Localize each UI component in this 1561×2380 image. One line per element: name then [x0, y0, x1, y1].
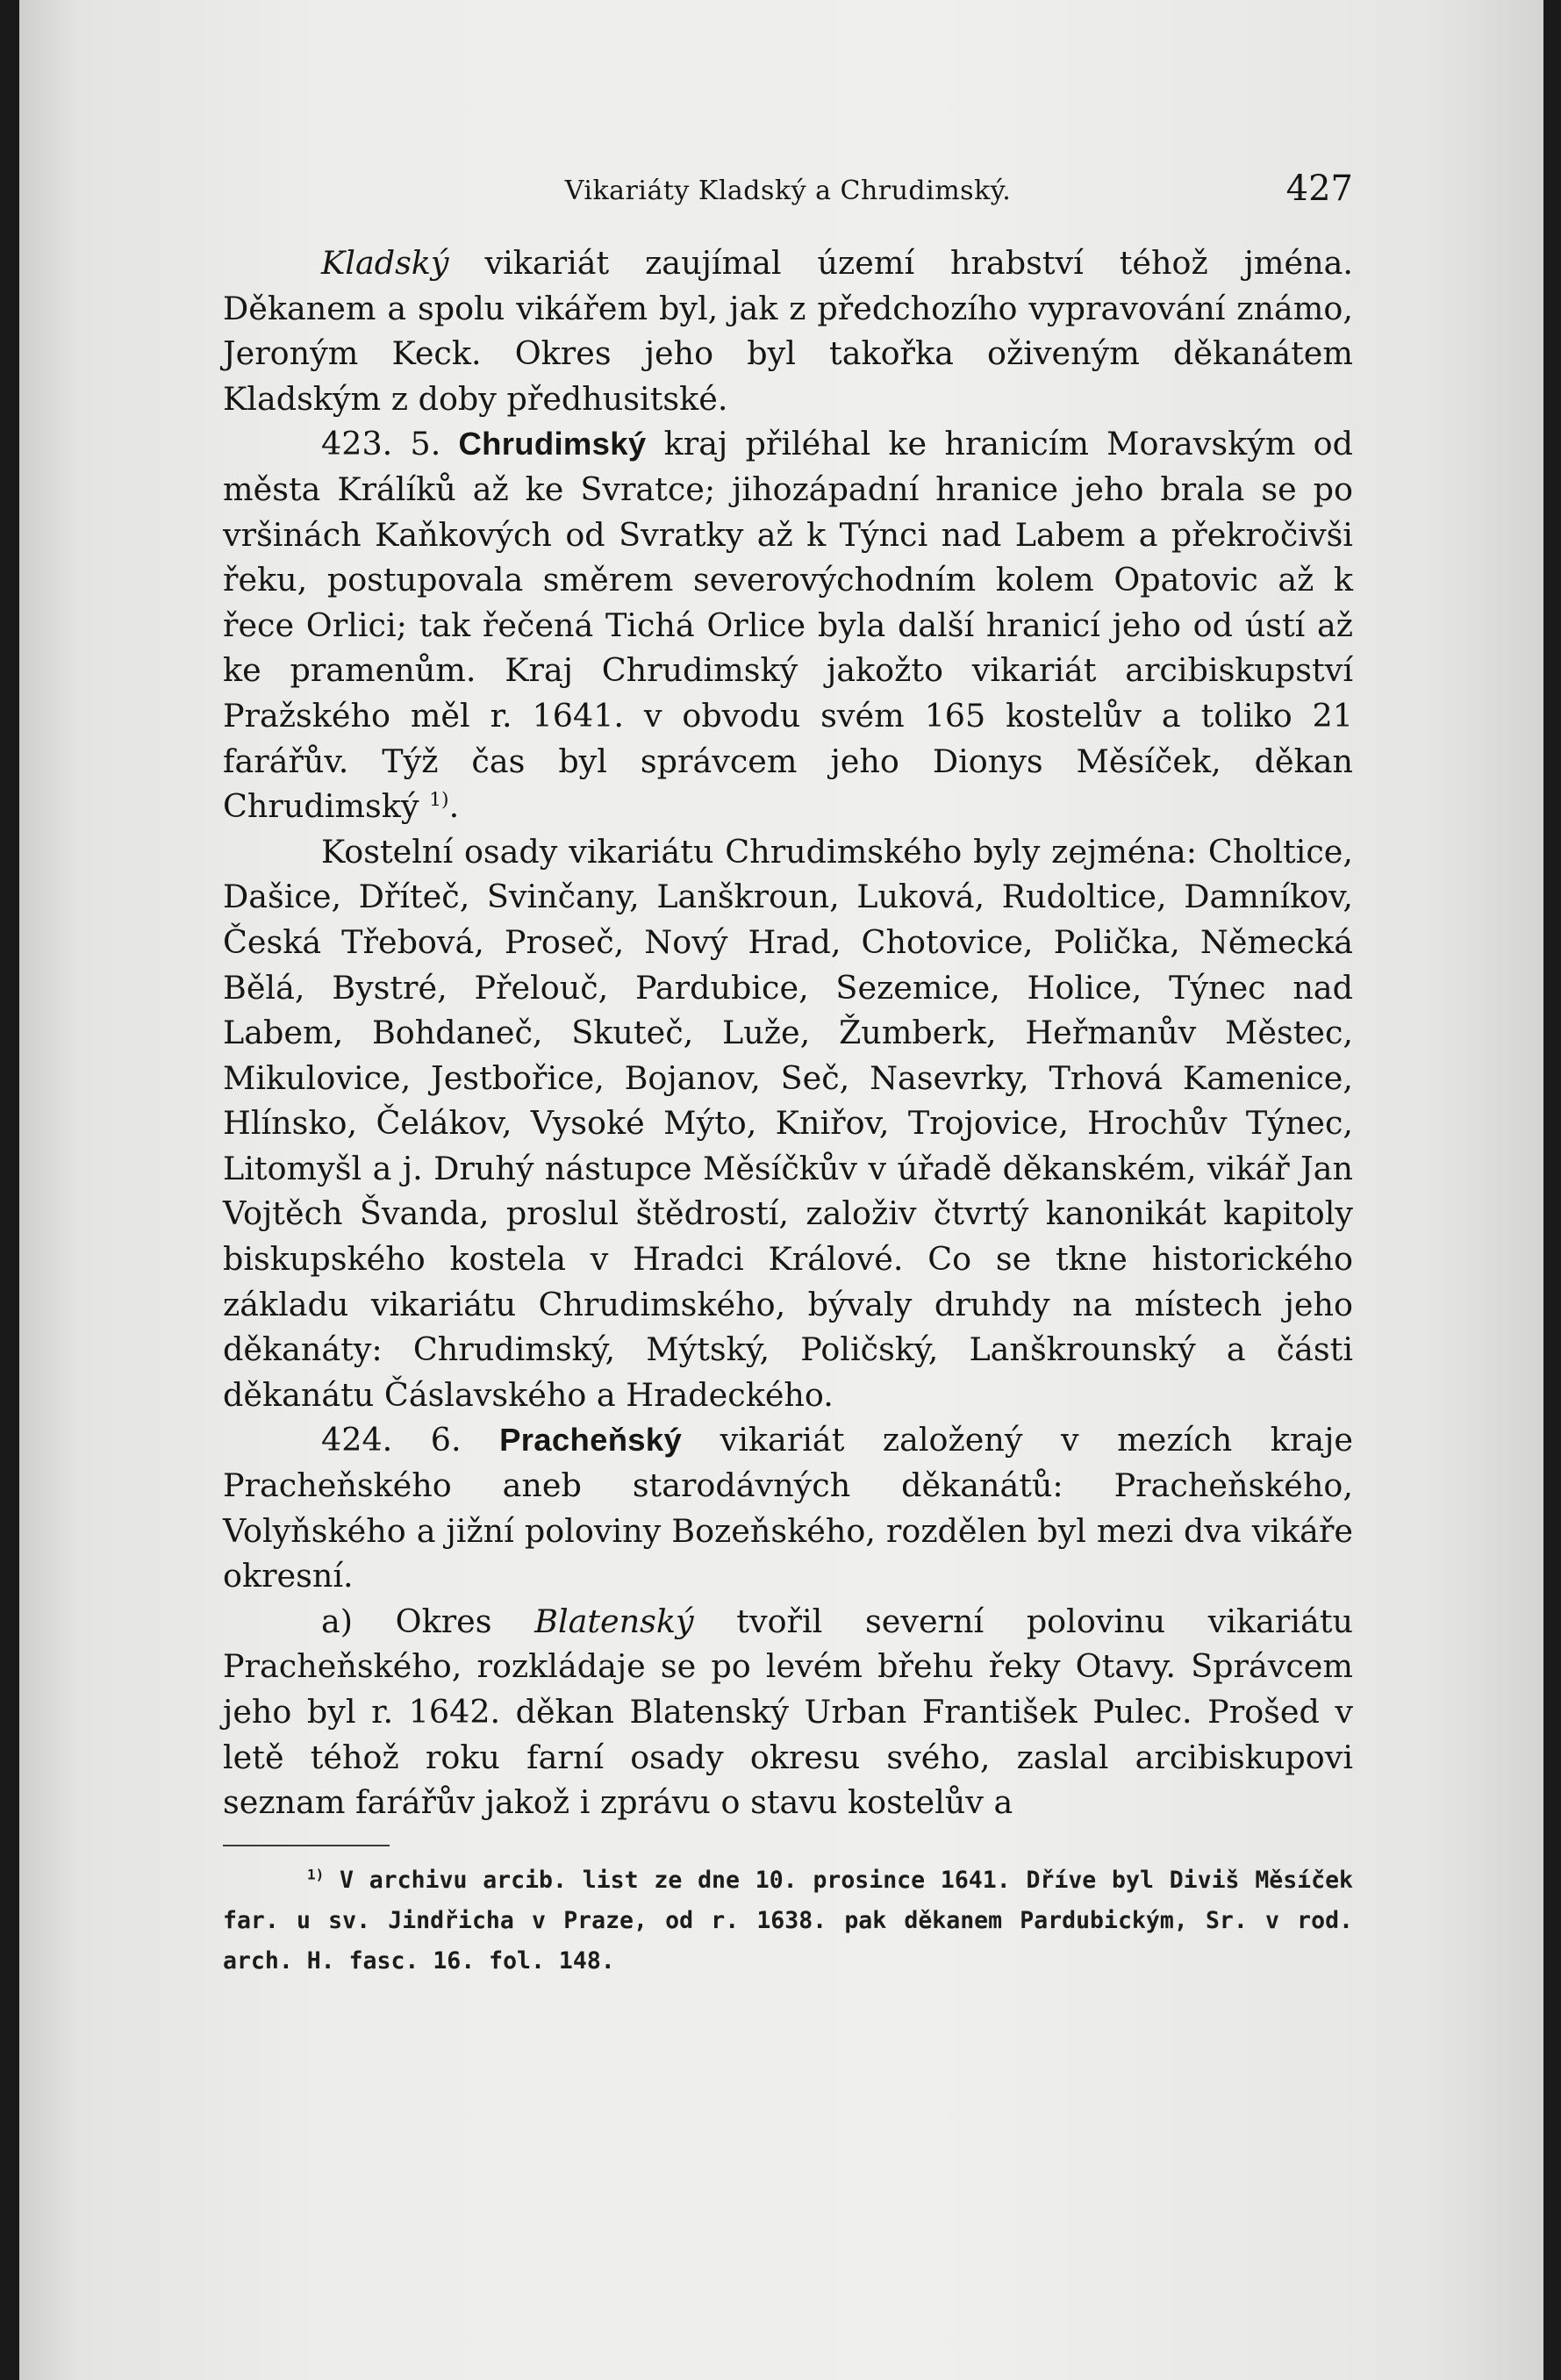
paragraph-text: tvořil severní polovinu vikariátu Pracheňského, rozkládaje se po levém břehu řeky Otavy. Správcem jeho byl r. 1642. děkan Blatenský Urban František Pulec. Prošed v letě téhož roku farní osady okresu svého, zaslal arcibiskupovi seznam farářův jakož i zprávu o stavu kostelův a [223, 1602, 1353, 1822]
paragraph-lead: a) Okres [321, 1602, 535, 1640]
footnote-divider [223, 1845, 390, 1846]
paragraph-text: vikariát založený v mezích kraje Pracheňského aneb starodávných děkanátů: Pracheňského, Volyňského a jižní poloviny Bozeňského, rozdělen byl mezi dva vikáře okresní. [223, 1421, 1353, 1595]
paragraph-parishes [223, 829, 1353, 1418]
footnote-mark: 1) [307, 1866, 325, 1883]
section-name-prachensky: Pracheňský [499, 1422, 683, 1459]
paragraph-end: . [448, 787, 460, 826]
kladsky-term: Kladský [321, 244, 449, 282]
paragraph-blatensky [223, 1599, 1353, 1825]
section-number: 424. 6. [321, 1421, 500, 1459]
paragraph-kladsky [223, 240, 1353, 421]
running-title: Vikariáty Kladský a Chrudimský. [564, 176, 1012, 206]
paragraph-chrudimsky [223, 421, 1353, 828]
footnote-text: V archivu arcib. list ze dne 10. prosince 1641. Dříve byl Diviš Měsíček far. u sv. Jindřicha v Praze, od r. 1638. pak děkanem Pardubickým, Sr. v rod. arch. H. fasc. 16. fol. 148. [223, 1866, 1353, 1975]
body-text [223, 240, 1353, 1825]
blatensky-term: Blatenský [534, 1602, 694, 1640]
paragraph-text: kraj přiléhal ke hranicím Moravským od města Králíků až ke Svratce; jihozápadní hranice jeho brala se po vršinách Kaňkových od Svratky až k Týnci nad Labem a překročivši řeku, postupovala směrem severovýchodním kolem Opatovic až k řece Orlici; tak řečená Tichá Orlice byla další hranicí jeho od ústí až ke pramenům. Kraj Chrudimský jakožto vikariát arcibiskupství Pražského měl r. 1641. v obvodu svém 165 kostelův a toliko 21 farářův. Týž čas byl správcem jeho Dionys Měsíček, děkan Chrudimský [223, 425, 1353, 826]
running-header [223, 167, 1353, 221]
page-number: 427 [1285, 168, 1353, 209]
paragraph-prachensky [223, 1417, 1353, 1598]
footnote-1 [223, 1860, 1353, 1982]
footnotes [223, 1860, 1353, 1982]
section-name-chrudimsky: Chrudimský [458, 426, 647, 462]
footnote-reference: 1) [429, 789, 449, 811]
page-content [223, 167, 1353, 1982]
section-number: 423. 5. [321, 425, 459, 463]
book-page [19, 0, 1543, 2380]
paragraph-text: vikariát zaujímal území hrabství téhož jména. Děkanem a spolu vikářem byl, jak z předchozího vypravování známo, Jeroným Keck. Okres jeho byl takořka oživeným děkanátem Kladským z doby předhusitské. [223, 244, 1353, 418]
paragraph-text: Kostelní osady vikariátu Chrudimského byly zejména: Choltice, Dašice, Dříteč, Svinčany, Lanškroun, Luková, Rudoltice, Damníkov, Česká Třebová, Proseč, Nový Hrad, Chotovice, Polička, Německá Bělá, Bystré, Přelouč, Pardubice, Sezemice, Holice, Týnec nad Labem, Bohdaneč, Skuteč, Luže, Žumberk, Heřmanův Městec, Mikulovice, Jestbořice, Bojanov, Seč, Nasevrky, Trhová Kamenice, Hlínsko, Čelákov, Vysoké Mýto, Kniřov, Trojovice, Hrochův Týnec, Litomyšl a j. Druhý nástupce Měsíčkův v úřadě děkanském, vikář Jan Vojtěch Švanda, proslul štědrostí, založiv čtvrtý kanonikát kapitoly biskupského kostela v Hradci Králové. Co se tkne historického základu vikariátu Chrudimského, bývaly druhdy na místech jeho děkanáty: Chrudimský, Mýtský, Poličský, Lanškrounský a části děkanátu Čáslavského a Hradeckého. [223, 832, 1353, 1414]
